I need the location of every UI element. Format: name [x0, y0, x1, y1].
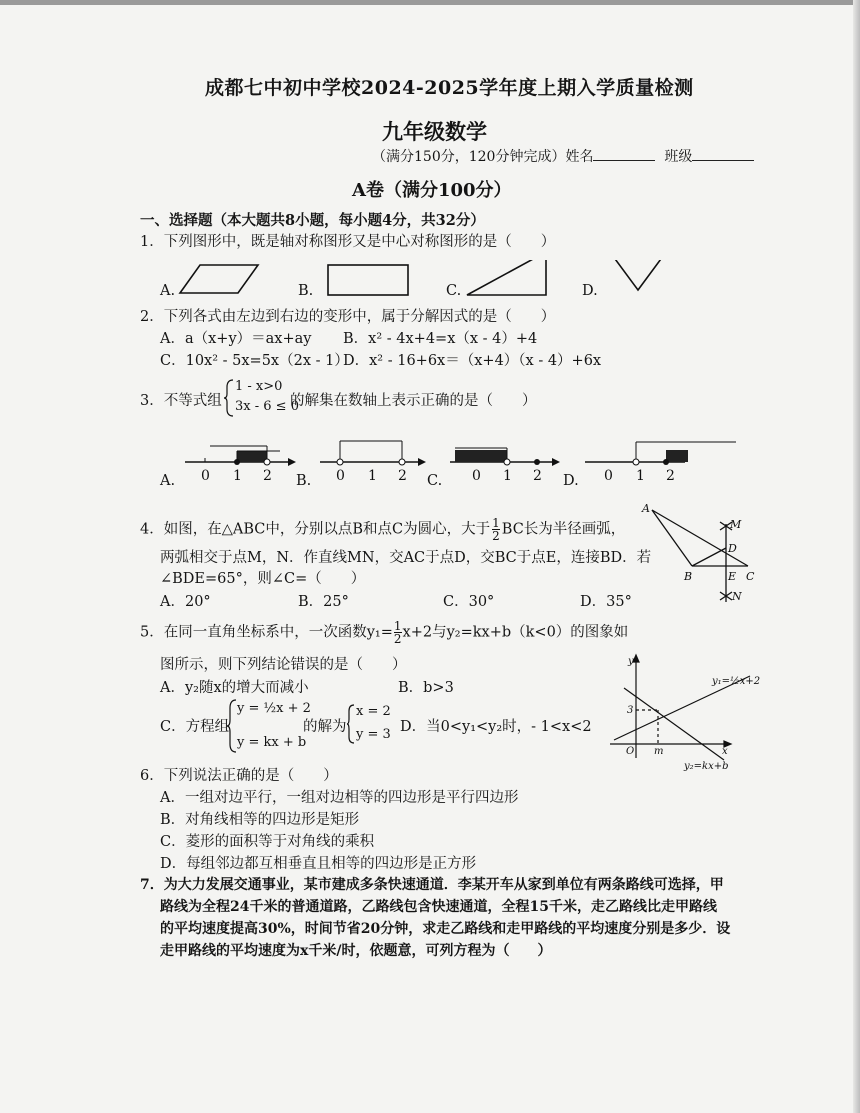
q5-y1-tail: x+2: [402, 624, 433, 641]
graph-label-y: y: [628, 656, 634, 667]
fig-label-b: B: [684, 570, 693, 583]
part-one-heading: 一、选择题（本大题共8小题，每小题4分，共32分）: [140, 212, 485, 229]
class-label: 班级: [664, 149, 693, 165]
q7-line1: 7．为大力发展交通事业，某市建成多条快速通道．李某开车从家到单位有两条路线可选择，甲: [140, 877, 724, 893]
number-line-a: [185, 446, 296, 466]
tick-d-2: 2: [666, 468, 675, 484]
graph-label-y1: y₁=½x+2: [712, 676, 761, 687]
q1-shapes: [170, 260, 690, 300]
q3-label-c: C.: [427, 473, 443, 489]
q4-option-d: D．35°: [580, 594, 632, 610]
q4-option-c: C．30°: [443, 594, 495, 610]
q4-frac-num: 1: [492, 516, 500, 530]
q2-option-b: B．x² - 4x+4=x（x - 4）+4: [343, 331, 538, 347]
q5-line2: 图所示，则下列结论错误的是（ ）: [160, 657, 407, 673]
tick-d-0: 0: [604, 468, 613, 484]
q4-option-b: B．25°: [298, 594, 349, 610]
q2-stem: 2．下列各式由左边到右边的变形中，属于分解因式的是（ ）: [140, 309, 556, 325]
graph-label-y2: y₂=kx+b: [684, 761, 729, 772]
section-a-title: A卷（满分100分）: [352, 180, 512, 201]
q4-triangle-figure: [640, 500, 760, 612]
graph-label-x: x: [722, 746, 728, 757]
tick-c-1: 1: [503, 468, 512, 484]
q5-line1-b: 与y₂=kx+b（k<0）的图象如: [432, 624, 629, 641]
q2-option-a: A．a（x+y）＝ax+ay: [160, 331, 312, 347]
q3-tick-labels: [180, 466, 740, 486]
q5-c-sol-brace: [346, 703, 356, 745]
q6-option-b: B．对角线相等的四边形是矩形: [160, 812, 360, 828]
q5-option-a: A．y₂随x的增大而减小: [160, 680, 309, 696]
q3-label-a: A.: [160, 473, 176, 489]
graph-label-3: 3: [627, 705, 634, 716]
q6-option-d: D．每组邻边都互相垂直且相等的四边形是正方形: [160, 856, 477, 872]
q4-line1-end: BC长为半径画弧，: [501, 521, 626, 538]
right-triangle-shape: [467, 260, 546, 295]
q6-stem: 6．下列说法正确的是（ ）: [140, 768, 338, 784]
q3-suffix: 的解集在数轴上表示正确的是（ ）: [290, 393, 537, 409]
q5-c-sys2: y = kx + b: [237, 735, 307, 750]
parallelogram-shape: [180, 265, 258, 293]
q4-option-a: A．20°: [160, 594, 211, 610]
q5-c-sol2: y = 3: [356, 727, 391, 742]
q3-prefix: 3．不等式组: [140, 393, 222, 409]
q5-fraction: [394, 620, 402, 645]
q3-system-line2: 3x - 6 ≤ 0: [235, 399, 299, 414]
school-title: 成都七中初中学校2024-2025学年度上期入学质量检测: [205, 77, 694, 99]
fig-label-e: E: [728, 570, 737, 583]
tick-b-1: 1: [368, 468, 377, 484]
class-blank[interactable]: [692, 146, 754, 161]
q2-option-d: D．x² - 16+6x＝（x+4）（x - 4）+6x: [343, 353, 602, 369]
scan-top-edge: [0, 0, 860, 5]
q7-line3: 的平均速度提高30%，时间节省20分钟，求走乙路线和走甲路线的平均速度分别是多少．设: [160, 921, 731, 937]
fig-label-d: D: [728, 542, 737, 555]
number-line-b: [320, 441, 426, 466]
q1-label-c: C.: [446, 283, 462, 299]
q4-line1-text: 4．如图，在△ABC中，分别以点B和点C为圆心，大于: [140, 521, 491, 538]
tick-b-2: 2: [398, 468, 407, 484]
q4-fraction: [492, 517, 500, 542]
name-blank[interactable]: [593, 146, 655, 161]
subject-title: 九年级数学: [382, 119, 487, 144]
exam-info-text: （满分150分，120分钟完成）姓名: [372, 149, 594, 165]
q3-brace: [223, 378, 235, 418]
q6-option-c: C．菱形的面积等于对角线的乘积: [160, 834, 375, 850]
q1-label-d: D.: [582, 283, 598, 299]
tick-d-1: 1: [636, 468, 645, 484]
q1-label-b: B.: [298, 283, 314, 299]
q2-option-c: C．10x² - 5x=5x（2x - 1）: [160, 353, 349, 369]
q4-line3: ∠BDE=65°，则∠C=（ ）: [160, 571, 366, 587]
exam-info: [372, 146, 754, 166]
fig-label-a: A: [642, 502, 650, 515]
fig-label-m: M: [730, 518, 742, 531]
tick-c-2: 2: [533, 468, 542, 484]
q5-frac-den: 2: [393, 632, 402, 646]
q4-line1: [140, 517, 625, 542]
tick-a-0: 0: [201, 468, 210, 484]
q6-option-a: A．一组对边平行，一组对边相等的四边形是平行四边形: [160, 790, 519, 806]
q5-line1: [140, 620, 628, 645]
q1-stem: 1．下列图形中，既是轴对称图形又是中心对称图形的是（ ）: [140, 234, 556, 250]
tick-a-2: 2: [263, 468, 272, 484]
q5-c-mid: 的解为: [303, 719, 347, 735]
rectangle-shape: [328, 265, 408, 295]
q4-frac-den: 2: [492, 529, 500, 543]
q3-system-line1: 1 - x>0: [235, 379, 283, 394]
q5-c-sys1: y = ½x + 2: [237, 701, 311, 716]
q5-graph: [600, 652, 770, 772]
q5-option-c-prefix: C．方程组: [160, 719, 230, 735]
q5-option-d: D．当0<y₁<y₂时，- 1<x<2: [400, 719, 592, 735]
q5-line1-a: 5．在同一直角坐标系中，一次函数: [140, 624, 367, 641]
tick-b-0: 0: [336, 468, 345, 484]
inverted-triangle-shape: [604, 260, 672, 290]
fig-label-n: N: [732, 590, 742, 603]
scan-right-edge: [853, 0, 860, 1113]
tick-a-1: 1: [233, 468, 242, 484]
graph-label-m: m: [654, 746, 664, 757]
q5-y1-expr: y₁=: [366, 624, 393, 641]
fig-label-c: C: [746, 570, 755, 583]
q5-frac-num: 1: [393, 619, 402, 633]
graph-label-origin: O: [626, 746, 635, 757]
q3-label-d: D.: [563, 473, 579, 489]
q1-label-a: A.: [160, 283, 176, 299]
number-line-c: [450, 448, 560, 466]
q5-c-sol1: x = 2: [356, 704, 391, 719]
q5-option-b: B．b>3: [398, 680, 454, 696]
q4-line2: 两弧相交于点M，N．作直线MN，交AC于点D，交BC于点E，连接BD．若: [160, 550, 652, 566]
q7-line2: 路线为全程24千米的普通道路，乙路线包含快速通道，全程15千米，走乙路线比走甲路线: [160, 899, 717, 915]
q7-line4: 走甲路线的平均速度为x千米/时，依题意，可列方程为（ ）: [160, 943, 552, 959]
tick-c-0: 0: [472, 468, 481, 484]
number-line-d: [585, 442, 736, 465]
q3-label-b: B.: [296, 473, 312, 489]
